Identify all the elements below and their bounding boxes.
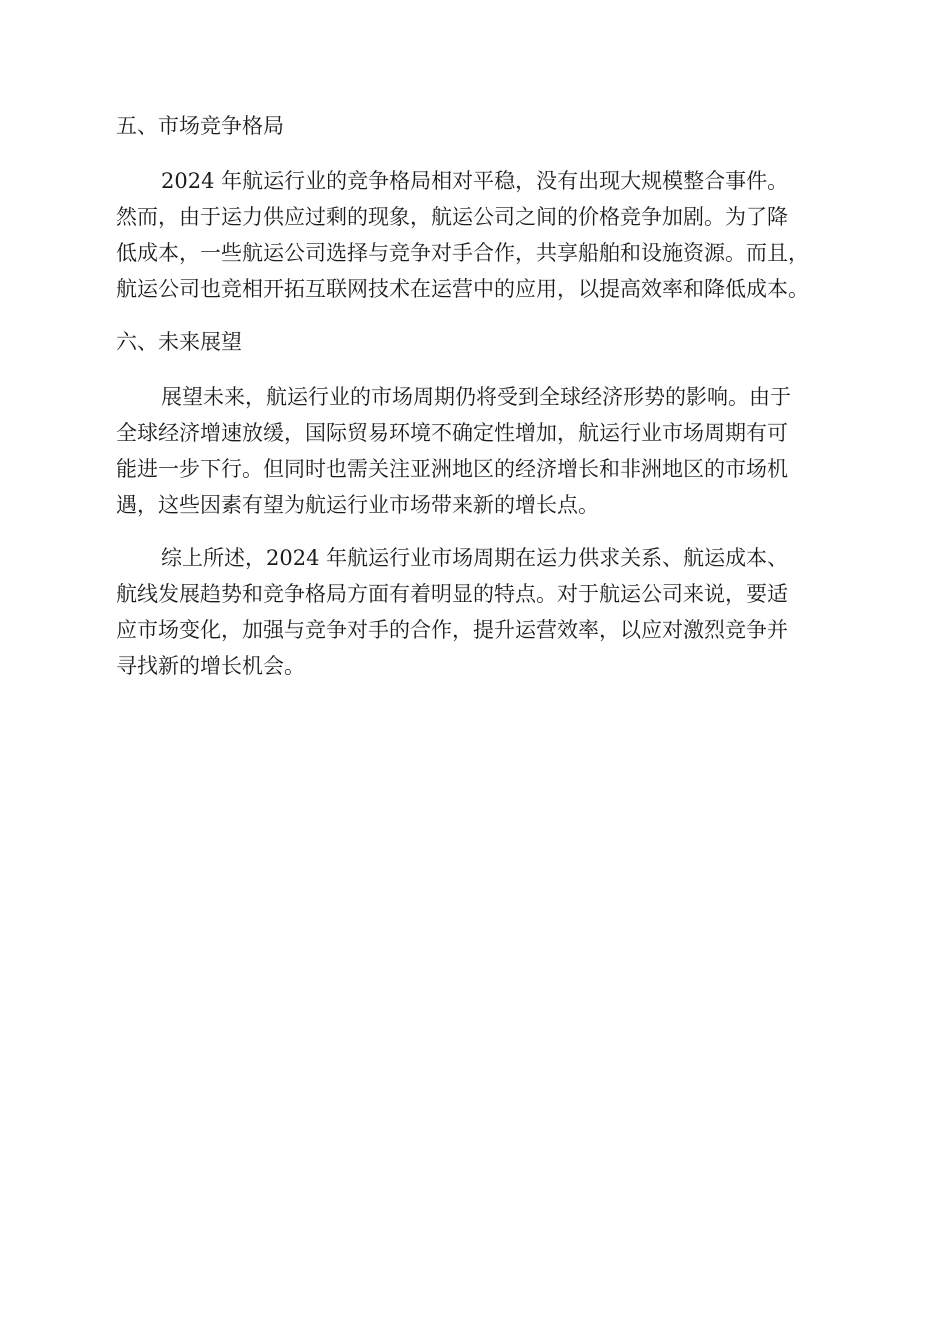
paragraph-line: 航线发展趋势和竞争格局方面有着明显的特点。对于航运公司来说，要适 bbox=[116, 582, 788, 606]
paragraph-line: 展望未来，航运行业的市场周期仍将受到全球经济形势的影响。由于 bbox=[161, 385, 791, 409]
paragraph-future-outlook bbox=[116, 379, 846, 523]
paragraph-conclusion bbox=[116, 540, 846, 684]
paragraph-line: 能进一步下行。但同时也需关注亚洲地区的经济增长和非洲地区的市场机 bbox=[116, 457, 788, 481]
paragraph-line: 全球经济增速放缓，国际贸易环境不确定性增加，航运行业市场周期有可 bbox=[116, 421, 788, 445]
paragraph-line: 然而，由于运力供应过剩的现象，航运公司之间的价格竞争加剧。为了降 bbox=[116, 205, 788, 229]
paragraph-line: 应市场变化，加强与竞争对手的合作，提升运营效率，以应对激烈竞争并 bbox=[116, 618, 788, 642]
paragraph-line: 综上所述，2024 年航运行业市场周期在运力供求关系、航运成本、 bbox=[161, 546, 789, 570]
paragraph-market-competition bbox=[116, 163, 846, 307]
paragraph-line: 低成本，一些航运公司选择与竞争对手合作，共享船舶和设施资源。而且， bbox=[116, 241, 809, 265]
section-heading-future-outlook: 六、未来展望 bbox=[116, 330, 242, 354]
paragraph-line: 2024 年航运行业的竞争格局相对平稳，没有出现大规模整合事件。 bbox=[161, 169, 789, 193]
paragraph-line: 遇，这些因素有望为航运行业市场带来新的增长点。 bbox=[116, 493, 599, 517]
document-body bbox=[116, 108, 846, 701]
section-heading-market-competition: 五、市场竞争格局 bbox=[116, 114, 284, 138]
paragraph-line: 航运公司也竞相开拓互联网技术在运营中的应用，以提高效率和降低成本。 bbox=[116, 277, 809, 301]
paragraph-line: 寻找新的增长机会。 bbox=[116, 654, 305, 678]
